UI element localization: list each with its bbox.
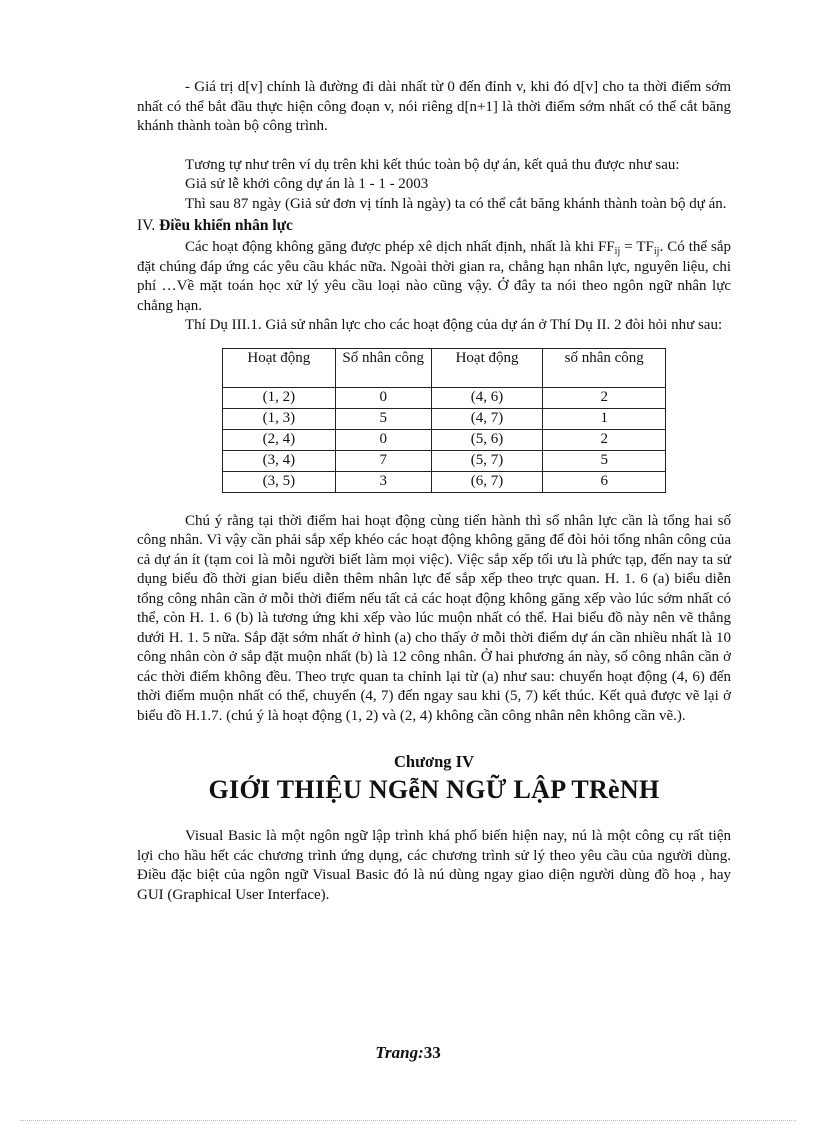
page-bottom-divider xyxy=(20,1120,796,1121)
paragraph: - Giá trị d[v] chính là đường đi dài nhất từ 0 đến đỉnh v, khi đó d[v] cho ta thời điểm sớm nhất có thể bắt đầu thực hiện công đoạn v, nói riêng d[n+1] là thời điểm sớm nhất có thể cắt băng khánh thành toàn bộ công trình. xyxy=(137,79,731,134)
paragraph: Tương tự như trên ví dụ trên khi kết thúc toàn bộ dự án, kết quả thu được như sau: xyxy=(185,156,680,173)
paragraph: Thì sau 87 ngày (Giả sử đơn vị tính là ngày) ta có thể cắt băng khánh thành toàn bộ dự án. xyxy=(185,195,727,212)
text-run: . Có thể sắp đặt chúng đáp ứng các yêu cầu khác nữa. Ngoài thời gian ra, chẳng hạn nhân lực, nguyên liệu, chi phí …Về mặt toán học xử lý yêu cầu loại nào cũng vậy. Ở đây ta nói theo ngôn ngữ nhân lực chẳng hạn. xyxy=(137,239,731,314)
section-title: Điều khiển nhân lực xyxy=(159,217,293,234)
paragraph: Visual Basic là một ngôn ngữ lập trình khá phổ biến hiện nay, nú là một công cụ rất tiện lợi cho hầu hết các chương trình ứng dụng, các chương trình sử lý theo yêu cầu của người dùng. Điều đặc biệt của ngôn ngữ Visual Basic đó là nú dùng ngay giao diện người dùng đồ hoạ , hay GUI (Graphical User Interface). xyxy=(137,828,731,903)
paragraph: Chú ý rằng tại thời điểm hai hoạt động cùng tiến hành thì số nhân lực cần là tổng hai số công nhân. Vì vậy cần phải sắp xếp khéo các hoạt động không găng để đòi hỏi tổng nhân công của cả dự án ít (tạm coi là mỗi người biết làm mọi việc). Việc sắp xếp tối ưu là phức tạp, đến nay ta sử dụng biểu đồ thời gian biểu diễn thêm nhân lực để sắp xếp theo trực quan. H. 1. 6 (a) biểu diễn tổng công nhân cần ở mỗi thời điểm nếu tất cả các hoạt động không găng xếp vào lúc sớm nhất có thể, còn H. 1. 6 (b) là tương ứng khi xếp vào lúc muộn nhất có thể. Hai biểu đồ này nên vẽ thẳng dưới H. 1. 5 nữa. Sắp đặt sớm nhất ở hình (a) cho thấy ở mỗi thời điểm dự án cần nhiều nhất là 10 công nhân còn ở sắp đặt muộn nhất (b) là 12 công nhân. Ở hai phương án này, số công nhân cần ở các thời điểm không đều. Theo trực quan ta chỉnh lại từ (a) như sau: chuyển hoạt động (4, 6) đến thời điểm muộn nhất có thể, chuyển (4, 7) đến ngay sau khi (5, 7) kết thúc. Kết quả được vẽ lại ở biểu đồ H.1.7. (chú ý là hoạt động (1, 2) và (2, 4) không cần công nhân nên không cần vẽ.). xyxy=(137,512,731,724)
paragraph xyxy=(137,238,731,316)
table-cell: (4, 7) xyxy=(431,408,543,429)
table-cell: (4, 6) xyxy=(431,387,543,408)
table-cell: 7 xyxy=(335,450,431,471)
table-header: số nhân công xyxy=(543,348,666,387)
table-cell: (1, 2) xyxy=(223,387,336,408)
page-number: 33 xyxy=(423,1043,441,1062)
table-cell: (1, 3) xyxy=(223,408,336,429)
table-cell: 6 xyxy=(543,471,666,492)
table-header: Hoạt động xyxy=(223,348,336,387)
table-row xyxy=(223,408,666,429)
table-cell: (6, 7) xyxy=(431,471,543,492)
subscript: ij xyxy=(653,246,660,257)
table-row xyxy=(223,429,666,450)
labor-table xyxy=(222,348,666,493)
document-page xyxy=(137,78,731,905)
table-header: Hoạt động xyxy=(431,348,543,387)
table-cell: (3, 5) xyxy=(223,471,336,492)
table-cell: 2 xyxy=(543,387,666,408)
paragraph: Giả sử lễ khởi công dự án là 1 - 1 - 2003 xyxy=(185,176,429,192)
table-row xyxy=(223,450,666,471)
footer-label: Trang: xyxy=(375,1043,424,1062)
table-cell: (2, 4) xyxy=(223,429,336,450)
section-heading xyxy=(137,216,731,236)
table-header-row xyxy=(223,348,666,387)
table-cell: 0 xyxy=(335,387,431,408)
table-row xyxy=(223,471,666,492)
table-cell: (5, 6) xyxy=(431,429,543,450)
table-cell: 5 xyxy=(335,408,431,429)
table-cell: (3, 4) xyxy=(223,450,336,471)
text-run: = TF xyxy=(620,239,654,255)
chapter-label: Chương IV xyxy=(393,752,475,771)
table-header: Số nhân công xyxy=(335,348,431,387)
table-cell: 5 xyxy=(543,450,666,471)
paragraph: Thí Dụ III.1. Giả sử nhân lực cho các hoạt động của dự án ở Thí Dụ II. 2 đòi hỏi như sau: xyxy=(185,317,723,333)
section-number: IV. xyxy=(137,217,156,234)
table-cell: (5, 7) xyxy=(431,450,543,471)
chapter-title: GIỚI THIỆU NGễN NGỮ LẬP TRèNH xyxy=(208,775,660,804)
table-cell: 0 xyxy=(335,429,431,450)
subscript: ij xyxy=(614,246,621,257)
table-cell: 2 xyxy=(543,429,666,450)
table-cell: 1 xyxy=(543,408,666,429)
text-run: Các hoạt động không găng được phép xê dịch nhất định, nhất là khi FF xyxy=(185,239,615,255)
table-row xyxy=(223,387,666,408)
page-footer xyxy=(0,1043,816,1063)
table-cell: 3 xyxy=(335,471,431,492)
